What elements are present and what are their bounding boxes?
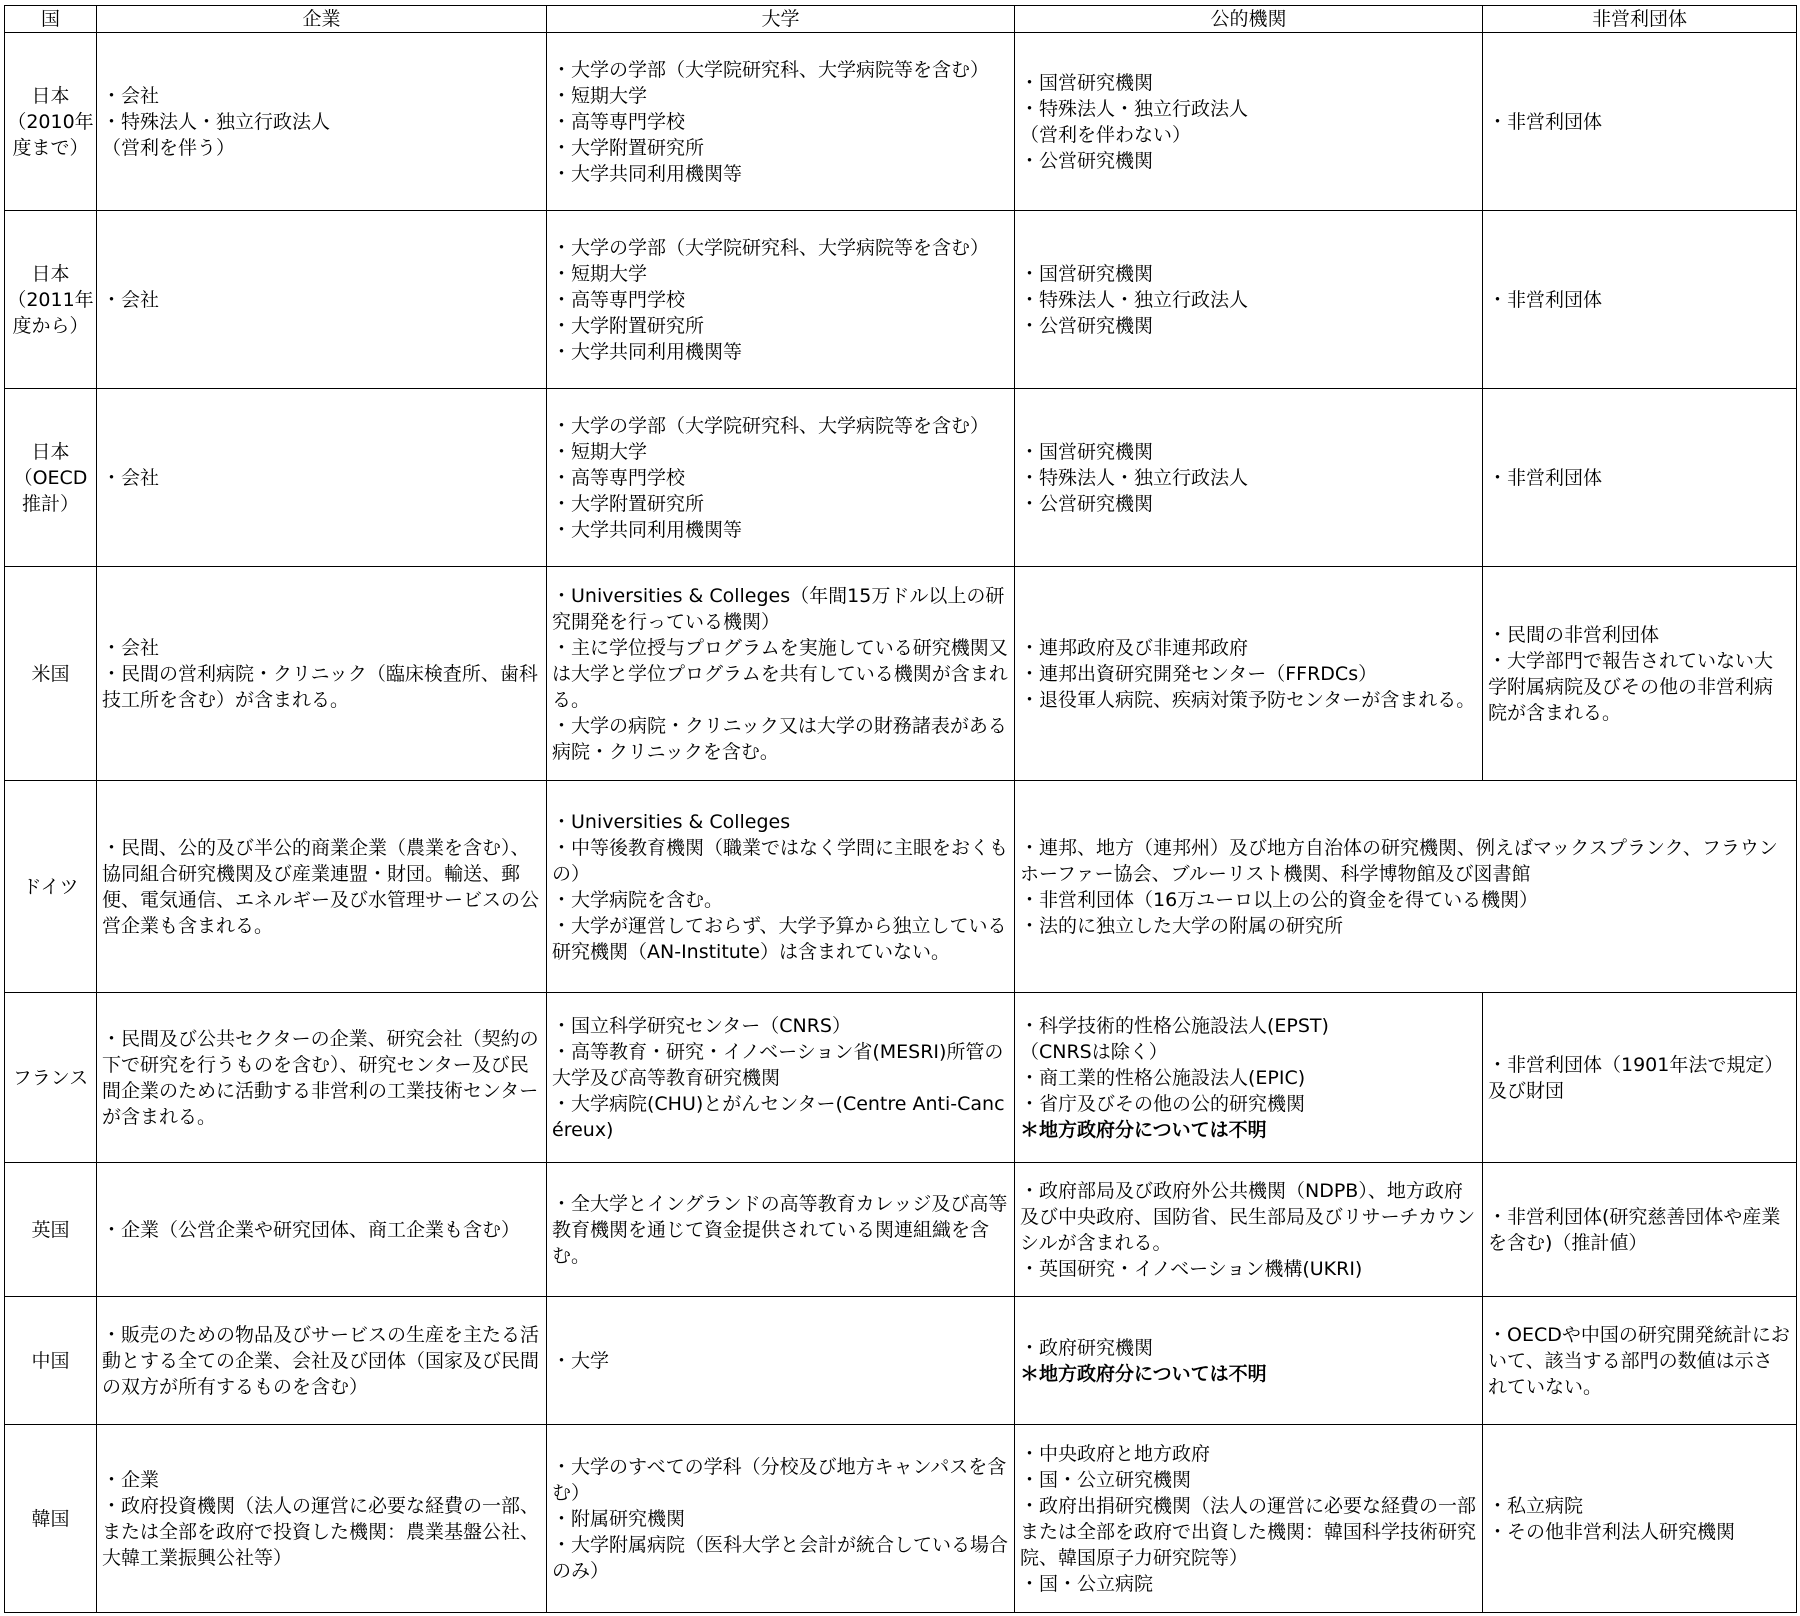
public-institutions-cell	[1015, 1425, 1483, 1613]
cell-line: ・連邦政府及び非連邦政府	[1020, 636, 1249, 659]
table-row	[5, 1163, 1797, 1297]
business-cell	[97, 1297, 547, 1425]
cell-line: ・非営利団体（1901年法で規定）及び財団	[1488, 1053, 1784, 1102]
cell-line: ・国営研究機関	[1020, 71, 1154, 94]
country-cell	[5, 33, 97, 211]
cell-line: ・短期大学	[552, 262, 648, 285]
cell-line: 日本	[31, 84, 70, 107]
cell-line: フランス	[12, 1066, 89, 1089]
country-cell	[5, 1425, 97, 1613]
table-row	[5, 33, 1797, 211]
cell-line: ・公営研究機関	[1020, 149, 1154, 172]
cell-line: ・国営研究機関	[1020, 440, 1154, 463]
cell-line: ・企業（公営企業や研究団体、商工企業も含む）	[102, 1218, 521, 1241]
header-country: 国	[5, 6, 97, 33]
header-row	[5, 6, 1797, 33]
business-cell	[97, 1163, 547, 1297]
cell-line: 米国	[31, 662, 70, 685]
header-business: 企業	[97, 6, 547, 33]
cell-line: （営利を伴う）	[102, 136, 236, 159]
university-cell	[547, 389, 1015, 567]
country-cell	[5, 781, 97, 993]
cell-line: ・短期大学	[552, 440, 648, 463]
cell-line: ・政府出捐研究機関（法人の運営に必要な経費の一部または全部を政府で出資した機関：韓国科学技術研究院、韓国原子力研究院等）	[1020, 1494, 1477, 1569]
cell-line: ・大学が運営しておらず、大学予算から独立している研究機関（AN-Institute）は含まれていない。	[552, 914, 1007, 963]
business-cell	[97, 993, 547, 1163]
cell-line: ・大学共同利用機関等	[552, 340, 743, 363]
table-row	[5, 1297, 1797, 1425]
cell-line: ・会社	[102, 84, 160, 107]
cell-line: ・高等専門学校	[552, 466, 686, 489]
cell-line: ・大学	[552, 1349, 610, 1372]
cell-line: ・大学附置研究所	[552, 136, 705, 159]
university-cell	[547, 33, 1015, 211]
table-row	[5, 211, 1797, 389]
cell-line: ・退役軍人病院、疾病対策予防センターが含まれる。	[1020, 688, 1476, 711]
table-row	[5, 389, 1797, 567]
cell-line: ・特殊法人・独立行政法人	[102, 110, 331, 133]
cell-line: （CNRSは除く）	[1020, 1040, 1168, 1063]
cell-line: ・政府研究機関	[1020, 1336, 1154, 1359]
cell-line: ・特殊法人・独立行政法人	[1020, 97, 1249, 120]
cell-line: ・民間の営利病院・クリニック（臨床検査所、歯科技工所を含む）が含まれる。	[102, 662, 538, 711]
cell-line: ・大学附置研究所	[552, 492, 705, 515]
business-cell	[97, 567, 547, 781]
cell-line: ・大学のすべての学科（分校及び地方キャンパスを含む）	[552, 1455, 1007, 1504]
university-cell	[547, 993, 1015, 1163]
cell-line: ・大学部門で報告されていない大学附属病院及びその他の非営利病院が含まれる。	[1488, 649, 1774, 724]
nonprofit-cell	[1483, 1425, 1797, 1613]
table-row	[5, 781, 1797, 993]
cell-line: ドイツ	[22, 875, 79, 898]
cell-line: ・大学の学部（大学院研究科、大学病院等を含む）	[552, 58, 990, 81]
business-cell	[97, 211, 547, 389]
nonprofit-cell	[1483, 993, 1797, 1163]
university-cell	[547, 1163, 1015, 1297]
cell-line: ・国立科学研究センター（CNRS）	[552, 1014, 851, 1037]
cell-line: ・その他非営利法人研究機関	[1488, 1520, 1736, 1543]
cell-line: ・英国研究・イノベーション機構(UKRI)	[1020, 1257, 1363, 1280]
cell-line: ・会社	[102, 466, 160, 489]
cell-line: ・高等教育・研究・イノベーション省(MESRI)所管の大学及び高等教育研究機関	[552, 1040, 1004, 1089]
cell-line: 中国	[31, 1349, 70, 1372]
cell-line: ・非営利団体	[1488, 466, 1603, 489]
cell-line: ・Universities & Colleges（年間15万ドル以上の研究開発を行っている機関）	[552, 584, 1005, 633]
nonprofit-cell	[1483, 1163, 1797, 1297]
cell-line: ・公営研究機関	[1020, 314, 1154, 337]
university-cell	[547, 567, 1015, 781]
table-body	[5, 33, 1797, 1613]
public-institutions-cell	[1015, 993, 1483, 1163]
cell-line: ・高等専門学校	[552, 110, 686, 133]
unknown-local-government-note: ＊地方政府分については不明	[1020, 1118, 1267, 1141]
country-cell	[5, 1163, 97, 1297]
cell-line: ・科学技術的性格公施設法人(EPST)	[1020, 1014, 1329, 1037]
table-header	[5, 6, 1797, 33]
cell-line: ・大学共同利用機関等	[552, 162, 743, 185]
cell-line: 韓国	[31, 1507, 70, 1530]
university-cell	[547, 211, 1015, 389]
cell-line: （営利を伴わない）	[1020, 123, 1192, 146]
cell-line: （2010年	[7, 110, 94, 133]
business-cell	[97, 389, 547, 567]
cell-line: ・公営研究機関	[1020, 492, 1154, 515]
nonprofit-cell	[1483, 389, 1797, 567]
cell-line: ・非営利団体	[1488, 288, 1603, 311]
public-institutions-cell	[1015, 1163, 1483, 1297]
cell-line: ・連邦、地方（連邦州）及び地方自治体の研究機関、例えばマックスプランク、フラウンホーファー協会、ブルーリスト機関、科学博物館及び図書館	[1020, 836, 1778, 885]
public-institutions-cell	[1015, 567, 1483, 781]
cell-line: ・連邦出資研究開発センター（FFRDCs）	[1020, 662, 1378, 685]
university-cell	[547, 1425, 1015, 1613]
country-cell	[5, 389, 97, 567]
cell-line: ・大学病院を含む。	[552, 888, 724, 911]
country-cell	[5, 993, 97, 1163]
cell-line: ・会社	[102, 288, 160, 311]
public-institutions-cell	[1015, 211, 1483, 389]
cell-line: ・民間の非営利団体	[1488, 623, 1660, 646]
cell-line: ・OECDや中国の研究開発統計において、該当する部門の数値は示されていない。	[1488, 1323, 1790, 1398]
public-institutions-cell	[1015, 33, 1483, 211]
table-row	[5, 567, 1797, 781]
cell-line: ・特殊法人・独立行政法人	[1020, 466, 1249, 489]
nonprofit-cell	[1483, 1297, 1797, 1425]
cell-line: ・法的に独立した大学の附属の研究所	[1020, 914, 1344, 937]
cell-line: ・高等専門学校	[552, 288, 686, 311]
cell-line: （2011年	[7, 288, 94, 311]
business-cell	[97, 1425, 547, 1613]
nonprofit-cell	[1483, 211, 1797, 389]
cell-line: ・大学病院(CHU)とがんセンター(Centre Anti-Cancéreux)	[552, 1092, 1005, 1141]
cell-line: ・大学の学部（大学院研究科、大学病院等を含む）	[552, 236, 990, 259]
unknown-local-government-note: ＊地方政府分については不明	[1020, 1362, 1267, 1385]
university-cell	[547, 781, 1015, 993]
rd-sector-comparison-table	[4, 5, 1797, 1613]
business-cell	[97, 781, 547, 993]
cell-line: ・大学共同利用機関等	[552, 518, 743, 541]
cell-line: ・附属研究機関	[552, 1507, 686, 1530]
cell-line: （OECD	[13, 466, 88, 489]
cell-line: 度から）	[12, 314, 89, 337]
cell-line: ・国営研究機関	[1020, 262, 1154, 285]
cell-line: ・非営利団体（16万ユーロ以上の公的資金を得ている機関）	[1020, 888, 1539, 911]
cell-line: ・全大学とイングランドの高等教育カレッジ及び高等教育機関を通じて資金提供されている関連組織を含む。	[552, 1192, 1008, 1267]
public-nonprofit-merged-cell	[1015, 781, 1797, 993]
cell-line: 日本	[31, 262, 70, 285]
cell-line: ・非営利団体	[1488, 110, 1603, 133]
cell-line: ・大学の病院・クリニック又は大学の財務諸表がある病院・クリニックを含む。	[552, 714, 1007, 763]
header-university: 大学	[547, 6, 1015, 33]
cell-line: ・大学附置研究所	[552, 314, 705, 337]
cell-line: ・中央政府と地方政府	[1020, 1442, 1211, 1465]
cell-line: ・大学附属病院（医科大学と会計が統合している場合のみ）	[552, 1533, 1009, 1582]
cell-line: ・省庁及びその他の公的研究機関	[1020, 1092, 1306, 1115]
cell-line: 日本	[31, 440, 70, 463]
cell-line: ・私立病院	[1488, 1494, 1584, 1517]
cell-line: ・政府投資機関（法人の運営に必要な経費の一部、または全部を政府で投資した機関：農業基盤公社、大韓工業振興公社等）	[102, 1494, 540, 1569]
cell-line: ・Universities & Colleges	[552, 810, 791, 833]
university-cell	[547, 1297, 1015, 1425]
cell-line: ・政府部局及び政府外公共機関（NDPB）、地方政府及び中央政府、国防省、民生部局及びリサーチカウンシルが含まれる。	[1020, 1179, 1476, 1254]
cell-line: ・会社	[102, 636, 160, 659]
cell-line: 英国	[31, 1218, 70, 1241]
cell-line: ・国・公立研究機関	[1020, 1468, 1192, 1491]
cell-line: ・中等後教育機関（職業ではなく学問に主眼をおくもの）	[552, 836, 1009, 885]
cell-line: ・販売のための物品及びサービスの生産を主たる活動とする全ての企業、会社及び団体（国家及び民間の双方が所有するものを含む）	[102, 1323, 540, 1398]
cell-line: ・特殊法人・独立行政法人	[1020, 288, 1249, 311]
table-row	[5, 993, 1797, 1163]
country-cell	[5, 567, 97, 781]
public-institutions-cell	[1015, 389, 1483, 567]
header-public-institutions: 公的機関	[1015, 6, 1483, 33]
business-cell	[97, 33, 547, 211]
cell-line: ・大学の学部（大学院研究科、大学病院等を含む）	[552, 414, 990, 437]
cell-line: ・民間及び公共セクターの企業、研究会社（契約の下で研究を行うものを含む）、研究センター及び民間企業のために活動する非営利の工業技術センターが含まれる。	[102, 1027, 539, 1128]
table-row	[5, 1425, 1797, 1613]
country-cell	[5, 211, 97, 389]
cell-line: ・短期大学	[552, 84, 648, 107]
cell-line: ・主に学位授与プログラムを実施している研究機関又は大学と学位プログラムを共有している機関が含まれる。	[552, 636, 1008, 711]
cell-line: ・商工業的性格公施設法人(EPIC)	[1020, 1066, 1306, 1089]
cell-line: ・国・公立病院	[1020, 1572, 1154, 1595]
cell-line: 度まで）	[12, 136, 89, 159]
country-cell	[5, 1297, 97, 1425]
cell-line: ・非営利団体(研究慈善団体や産業を含む)（推計値）	[1488, 1205, 1781, 1254]
nonprofit-cell	[1483, 567, 1797, 781]
public-institutions-cell	[1015, 1297, 1483, 1425]
cell-line: 推計）	[21, 492, 79, 515]
cell-line: ・企業	[102, 1468, 160, 1491]
header-nonprofit: 非営利団体	[1483, 6, 1797, 33]
nonprofit-cell	[1483, 33, 1797, 211]
cell-line: ・民間、公的及び半公的商業企業（農業を含む）、協同組合研究機関及び産業連盟・財団。輸送、郵便、電気通信、エネルギー及び水管理サービスの公営企業も含まれる。	[102, 836, 540, 937]
